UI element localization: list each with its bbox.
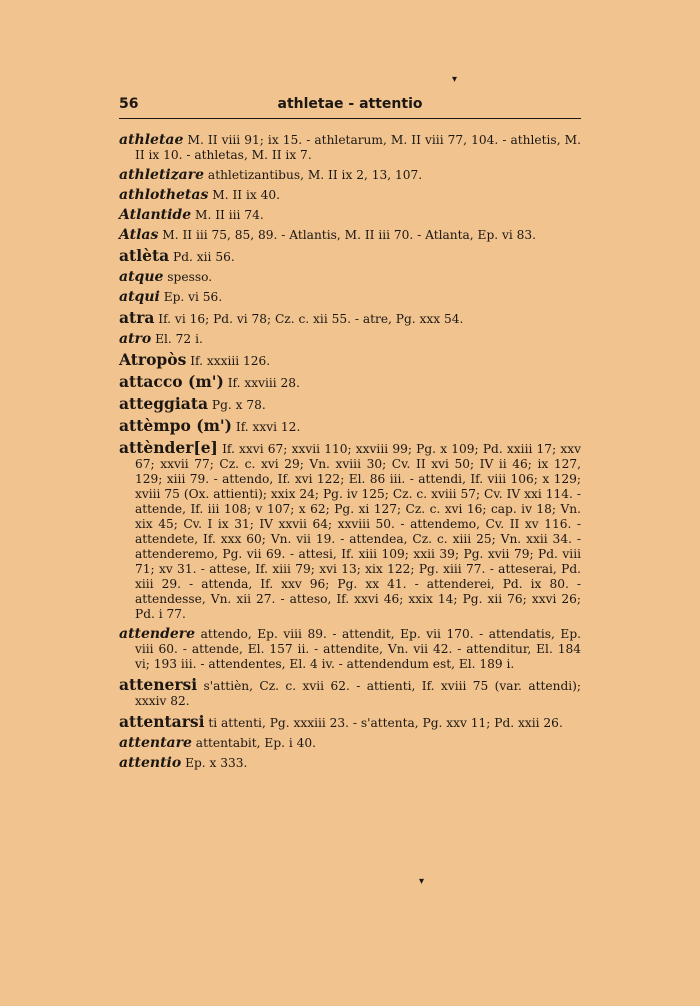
entry-citations: Pd. xii 56. — [173, 250, 235, 264]
dictionary-entry — [119, 714, 581, 731]
entry-citations: Pg. x 78. — [211, 398, 266, 412]
entry-headword: attenersi — [119, 675, 198, 694]
entry-citations: M. II viii 91; ix 15. - athletarum, M. II viii 77, 104. - athletis, M. II ix 10. - athletas, M. II ix 7. — [135, 133, 581, 162]
entry-headword: attentare — [119, 735, 192, 751]
entry-citations: spesso. — [167, 270, 213, 284]
dictionary-entry — [119, 133, 581, 163]
entry-citations: M. II iii 74. — [195, 208, 264, 222]
entry-citations: attentabit, Ep. i 40. — [195, 736, 317, 750]
dictionary-entry — [119, 374, 581, 391]
dictionary-entry — [119, 418, 581, 435]
entry-headword: atra — [119, 308, 155, 327]
entry-headword: atlèta — [119, 246, 170, 265]
entry-citations: athletizantibus, M. II ix 2, 13, 107. — [207, 168, 423, 182]
entry-headword: attendere — [119, 626, 196, 642]
dictionary-entry — [119, 228, 581, 243]
entry-headword: athletae — [119, 132, 184, 148]
page-header — [119, 92, 581, 119]
entry-citations: ti attenti, Pg. xxxiii 23. - s'attenta, Pg. xxv 11; Pd. xxii 26. — [208, 716, 563, 730]
dictionary-entry — [119, 736, 581, 751]
entry-citations: El. 72 i. — [155, 332, 203, 346]
dictionary-entry — [119, 440, 581, 622]
dictionary-entry — [119, 188, 581, 203]
dictionary-entry — [119, 332, 581, 347]
entry-headword: Atropòs — [119, 350, 187, 369]
entry-citations: If. xxvi 12. — [235, 420, 301, 434]
dictionary-entries — [119, 133, 581, 776]
dictionary-entry — [119, 677, 581, 709]
dictionary-entry — [119, 168, 581, 183]
entry-headword: attentio — [119, 755, 182, 771]
ink-speck-top: ▾ — [452, 74, 458, 85]
entry-headword: attèmpo (m') — [119, 416, 233, 435]
entry-headword: atteggiata — [119, 394, 209, 413]
page-number: 56 — [119, 96, 139, 112]
entry-headword: Atlantide — [119, 207, 192, 223]
entry-citations: If. xxvi 67; xxvii 110; xxviii 99; Pg. x 109; Pd. xxiii 17; xxv 67; xxvii 77; Cz. c. xvi 29; Vn. xviii 30; Cv. II xvi 50; IV ii 46; ix 127, 129; xiii 79. - attendo, If. xvi 122; El. 86 iii. - attendi, If. viii 106; x 129; xviii 75 (Ox. attienti); xxix 24; Pg. iv 125; Cz. c. xviii 57; Cv. IV xxi 114. - attende, If. iii 108; v 107; x 62; Pg. xi 127; Cz. c. xvi 16; cap. iv 18; Vn. xix 45; Cv. I ix 31; IV xxvii 64; xxviii 50. - attendemo, Cv. II xv 116. - attendete, If. xxx 60; Vn. vii 19. - attendea, Cz. c. xiii 25; Vn. xxii 34. - attenderemo, Pg. vii 69. - attesi, If. xiii 109; xxii 39; Pg. xvii 79; Pd. viii 71; xv 31. - attese, If. xiii 79; xvi 13; xix 122; Pg. xiii 77. - atteserai, Pd. xiii 29. - attenda, If. xxv 96; Pg. xx 41. - attenderei, Pd. ix 80. - attendesse, Vn. xii 27. - atteso, If. xxvi 46; xxix 14; Pg. xii 76; xxvi 26; Pd. i 77. — [135, 442, 582, 621]
dictionary-entry — [119, 290, 581, 305]
entry-citations: Ep. vi 56. — [163, 290, 223, 304]
entry-headword: attentarsi — [119, 712, 205, 731]
entry-citations: M. II iii 75, 85, 89. - Atlantis, M. II iii 70. - Atlanta, Ep. vi 83. — [162, 228, 537, 242]
entry-headword: atqui — [119, 289, 160, 305]
entry-citations: If. xxxiii 126. — [190, 354, 271, 368]
dictionary-entry — [119, 270, 581, 285]
running-title: athletae - attentio — [277, 96, 423, 112]
ink-speck-bottom: ▾ — [419, 876, 425, 887]
dictionary-entry — [119, 756, 581, 771]
dictionary-entry — [119, 396, 581, 413]
entry-citations: If. xxviii 28. — [227, 376, 300, 390]
dictionary-entry — [119, 352, 581, 369]
entry-citations: M. II ix 40. — [212, 188, 280, 202]
entry-headword: atro — [119, 331, 152, 347]
entry-headword: attènder[e] — [119, 438, 218, 457]
entry-headword: athletizare — [119, 167, 205, 183]
entry-headword: attacco (m') — [119, 372, 224, 391]
entry-headword: athlothetas — [119, 187, 209, 203]
dictionary-entry — [119, 248, 581, 265]
entry-citations: If. vi 16; Pd. vi 78; Cz. c. xii 55. - atre, Pg. xxx 54. — [158, 312, 464, 326]
entry-headword: Atlas — [119, 227, 159, 243]
entry-citations: Ep. x 333. — [185, 756, 248, 770]
dictionary-entry — [119, 208, 581, 223]
dictionary-entry — [119, 627, 581, 672]
dictionary-entry — [119, 310, 581, 327]
entry-citations: s'attièn, Cz. c. xvii 62. - attienti, If. xviii 75 (var. attendi); xxxiv 82. — [135, 679, 581, 708]
entry-citations: attendo, Ep. viii 89. - attendit, Ep. vii 170. - attendatis, Ep. viii 60. - attende, El. 157 ii. - attendite, Vn. vii 42. - attenditur, El. 184 vi; 193 iii. - attendentes, El. 4 iv. - attendendum est, El. 189 i. — [135, 627, 581, 671]
entry-headword: atque — [119, 269, 164, 285]
